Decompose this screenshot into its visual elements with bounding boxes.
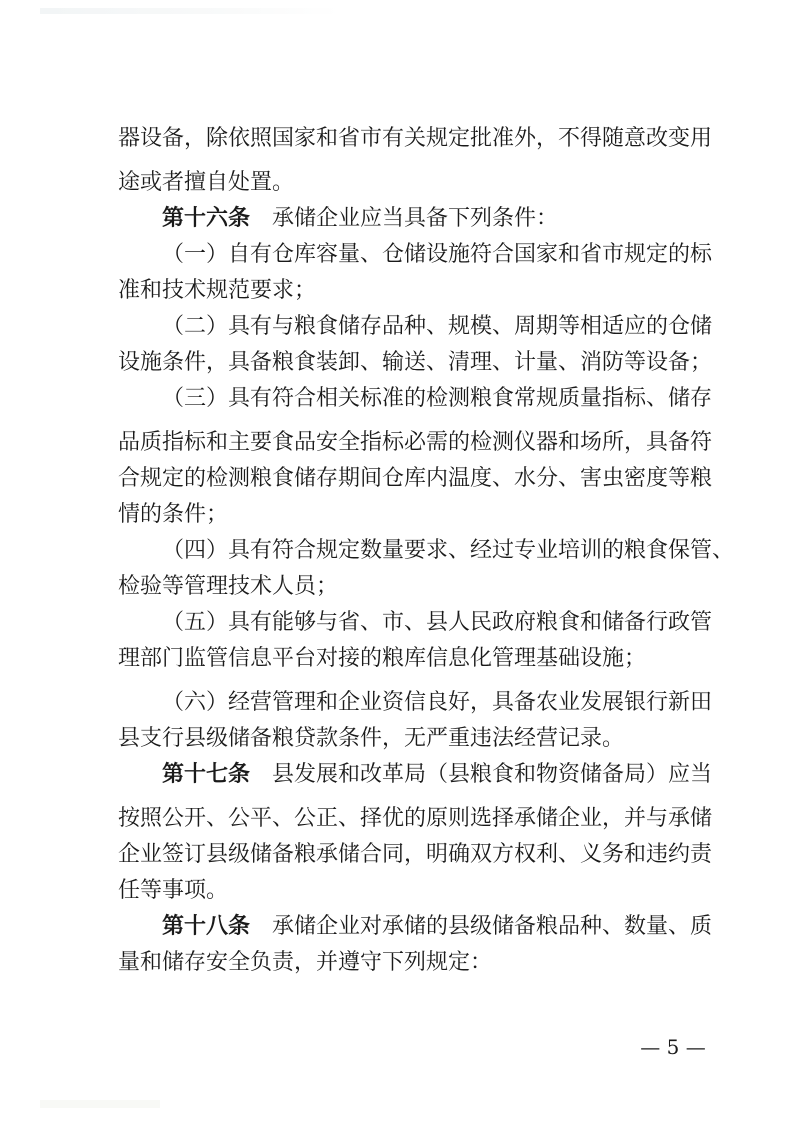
line-text: 情的条件；	[118, 502, 229, 527]
text-line	[0, 117, 793, 161]
page-number: — 5 —	[640, 1035, 706, 1059]
line-text: 任等事项。	[118, 878, 229, 903]
line-text: 途或者擅自处置。	[118, 170, 295, 195]
line-text: 理部门监管信息平台对接的粮库信息化管理基础设施；	[118, 646, 647, 671]
text-line	[0, 377, 793, 421]
line-text: 企业签订县级储备粮承储合同，明确双方权利、义务和违约责	[118, 842, 713, 867]
line-text: 按照公开、公平、公正、择优的原则选择承储企业，并与承储	[118, 806, 713, 831]
line-text: （四）具有符合规定数量要求、经过专业培训的粮食保管、	[162, 538, 735, 563]
line-text: 合规定的检测粮食储存期间仓库内温度、水分、害虫密度等粮	[118, 466, 713, 491]
line-text: （一）自有仓库容量、仓储设施符合国家和省市规定的标	[162, 242, 713, 267]
line-text: 准和技术规范要求；	[118, 278, 317, 303]
line-text: （五）具有能够与省、市、县人民政府粮食和储备行政管	[162, 610, 713, 635]
line-text: 检验等管理技术人员；	[118, 574, 339, 599]
line-text: （六）经营管理和企业资信良好，具备农业发展银行新田	[162, 690, 713, 715]
line-text: 县支行县级储备粮贷款条件，无严重违法经营记录。	[118, 726, 625, 751]
line-text: 承储企业对承储的县级储备粮品种、数量、质	[272, 914, 713, 939]
line-text: 设施条件，具备粮食装卸、输送、清理、计量、消防等设备；	[118, 350, 713, 375]
article-heading: 第十六条	[162, 206, 251, 231]
line-text: 县发展和改革局（县粮食和物资储备局）应当	[272, 762, 713, 787]
line-text: 品质指标和主要食品安全指标必需的检测仪器和场所，具备符	[118, 430, 713, 455]
text-line	[0, 637, 793, 681]
line-text: 量和储存安全负责，并遵守下列规定：	[118, 950, 493, 975]
line-text: 承储企业应当具备下列条件：	[272, 206, 559, 231]
article-heading: 第十七条	[162, 762, 251, 787]
text-line	[0, 941, 793, 985]
scan-artifact	[40, 8, 340, 14]
line-text: （二）具有与粮食储存品种、规模、周期等相适应的仓储	[162, 314, 713, 339]
scan-artifact	[40, 1100, 160, 1108]
article-heading: 第十八条	[162, 914, 251, 939]
line-text: 器设备，除依照国家和省市有关规定批准外，不得随意改变用	[118, 126, 713, 151]
article-17-first-line	[0, 753, 793, 797]
line-text: （三）具有符合相关标准的检测粮食常规质量指标、储存	[162, 386, 713, 411]
